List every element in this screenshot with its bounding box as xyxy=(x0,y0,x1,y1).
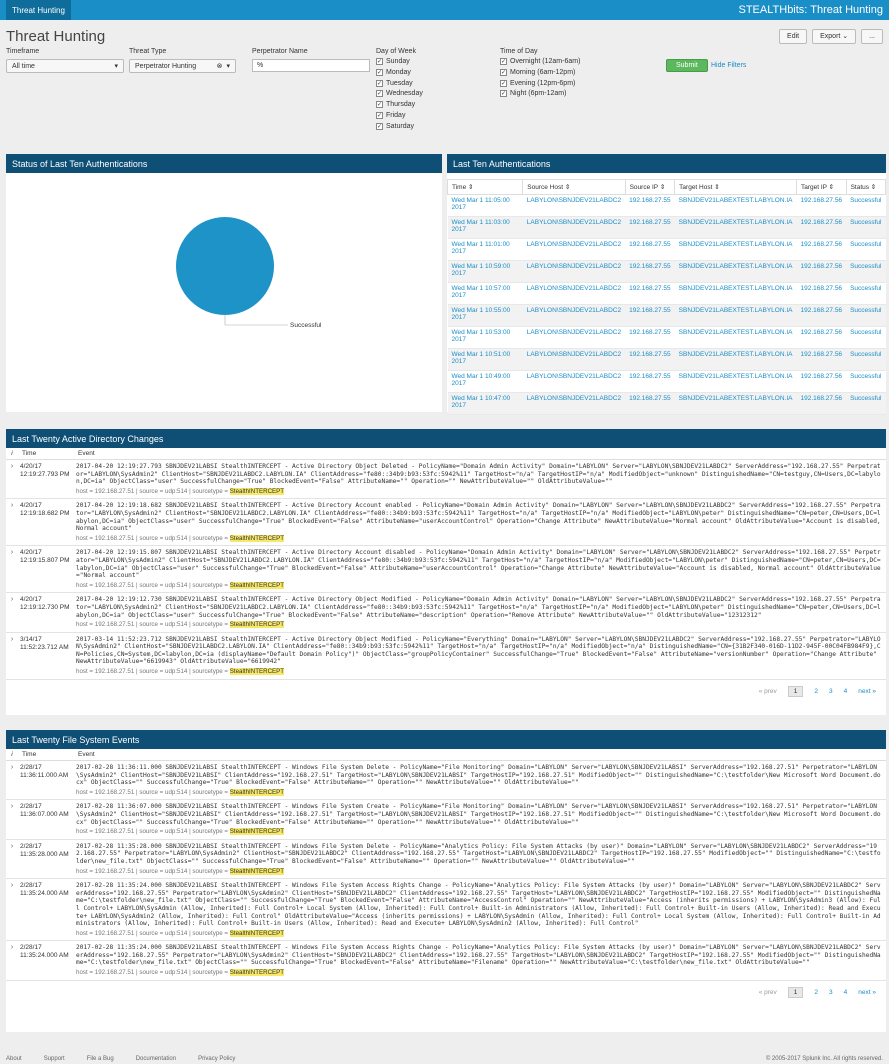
column-header-event: Event xyxy=(74,749,886,761)
pager-page-2[interactable]: 2 xyxy=(814,988,819,996)
footer-link-privacy-policy[interactable]: Privacy Policy xyxy=(198,1056,236,1062)
checkbox-sunday[interactable] xyxy=(376,58,410,65)
pager-page-1[interactable]: 1 xyxy=(788,987,804,998)
event-time: 4/20/17 12:19:18.682 PM xyxy=(18,499,74,546)
event-meta: host = 192.168.27.51 | source = udp:514 | sourcetype = StealthINTERCEPT xyxy=(76,668,285,676)
table-cell[interactable]: 192.168.27.56 xyxy=(796,217,846,239)
event-text xyxy=(74,800,886,839)
checkbox-label: Saturday xyxy=(386,122,415,130)
threat-type-value: Perpetrator Hunting xyxy=(135,62,197,70)
event-row xyxy=(6,761,886,800)
timeframe-dropdown[interactable] xyxy=(6,59,124,73)
host-field[interactable]: host = 192.168.27.51 xyxy=(76,828,135,836)
column-header-status[interactable]: Status ⇕ xyxy=(846,180,885,195)
event-text xyxy=(74,879,886,941)
checkbox-morning-6am-12pm-[interactable] xyxy=(500,69,575,76)
table-cell[interactable]: SBNJDEV21LABEXTEST.LABYLON.IA xyxy=(675,239,797,261)
table-cell[interactable]: SBNJDEV21LABEXTEST.LABYLON.IA xyxy=(675,283,797,305)
table-cell[interactable]: LABYLON\SBNJDEV21LABDC2 xyxy=(523,327,625,349)
table-cell[interactable]: LABYLON\SBNJDEV21LABDC2 xyxy=(523,283,625,305)
table-cell[interactable]: Successful xyxy=(846,327,885,349)
page-title: Threat Hunting xyxy=(6,27,106,45)
ad-panel-title: Last Twenty Active Directory Changes xyxy=(6,429,886,448)
status-panel-title: Status of Last Ten Authentications xyxy=(6,154,442,173)
table-row xyxy=(448,195,886,217)
checkbox-check-icon: ✓ xyxy=(377,91,383,98)
checkbox-thursday[interactable] xyxy=(376,101,415,108)
table-cell[interactable]: SBNJDEV21LABEXTEST.LABYLON.IA xyxy=(675,195,797,217)
table-cell[interactable]: Wed Mar 1 10:49:00 2017 xyxy=(448,371,523,393)
auth-table xyxy=(447,179,886,415)
table-cell[interactable]: Successful xyxy=(846,283,885,305)
sourcetype-value[interactable]: StealthINTERCEPT xyxy=(229,969,285,977)
sourcetype-value[interactable]: StealthINTERCEPT xyxy=(229,867,285,875)
event-raw-text: 2017-04-20 12:19:15.807 SBNJDEV21LABSI StealthINTERCEPT - Active Directory Account disabled - PolicyName="Domain Admin Activity" Domain="LABYLON" Server="LABYLON\SBNJDEV21LABDC2" ServerAddress="192.168.27.55" Perpetrator="LABYLON\SysAdmin2" ClientHost="SBNJDEV21LABDC2.LABYLON.IA" ClientAddress="fe80::34b9:b93:53fc:5942%11" TargetHost="n/a" TargetHostIP="n/a" ModifiedObject="LABYLON\peter" DistinguishedName="CN=peter,CN=Users,DC=labylon,DC=ia" ObjectClass="user" SuccessfulChange="True" BlockedEvent="False" AttributeName="userAccountControl" Operation="Change Attribute" NewAttributeValue="Account is disabled, Normal account" OldAttributeValue="Normal account" xyxy=(76,549,881,580)
column-header-target-host[interactable]: Target Host ⇕ xyxy=(675,180,797,195)
export-button[interactable]: Export ⌄ xyxy=(812,29,856,44)
event-meta: host = 192.168.27.51 | source = udp:514 | sourcetype = StealthINTERCEPT xyxy=(76,867,285,875)
table-cell[interactable]: Wed Mar 1 10:47:00 2017 xyxy=(448,393,523,415)
event-row xyxy=(6,800,886,839)
table-cell[interactable]: Successful xyxy=(846,261,885,283)
host-field[interactable]: host = 192.168.27.51 xyxy=(76,668,135,676)
pager-page-4[interactable]: 4 xyxy=(843,988,848,996)
checkbox-check-icon: ✓ xyxy=(501,80,507,87)
ad-pager xyxy=(6,680,886,703)
table-cell[interactable]: 192.168.27.56 xyxy=(796,239,846,261)
checkbox-wednesday[interactable] xyxy=(376,90,423,97)
table-row xyxy=(448,327,886,349)
event-text xyxy=(74,546,886,593)
sourcetype-field[interactable]: sourcetype = xyxy=(192,969,230,977)
table-cell[interactable]: SBNJDEV21LABEXTEST.LABYLON.IA xyxy=(675,371,797,393)
checkbox-label: Thursday xyxy=(386,101,416,109)
source-field[interactable]: source = udp:514 xyxy=(139,867,188,875)
table-cell[interactable]: 192.168.27.55 xyxy=(625,261,675,283)
checkbox-check-icon: ✓ xyxy=(377,59,383,65)
sourcetype-field[interactable]: sourcetype = xyxy=(192,867,230,875)
pager-next[interactable]: next » xyxy=(858,687,876,695)
checkbox-label: Friday xyxy=(386,112,406,119)
checkbox-label: Wednesday xyxy=(386,90,423,98)
checkbox-check-icon: ✓ xyxy=(377,69,383,76)
checkbox-friday[interactable] xyxy=(376,112,405,119)
threat-type-label: Threat Type xyxy=(129,48,167,55)
footer-link-file-a-bug[interactable]: File a Bug xyxy=(86,1056,114,1062)
table-row xyxy=(448,349,886,371)
table-cell[interactable]: Successful xyxy=(846,371,885,393)
threat-type-dropdown[interactable] xyxy=(129,59,236,73)
filters xyxy=(0,48,889,158)
footer-link-support[interactable]: Support xyxy=(43,1056,65,1062)
table-row xyxy=(448,239,886,261)
time-of-day-label: Time of Day xyxy=(500,48,538,55)
more-button[interactable]: ... xyxy=(861,29,883,44)
table-cell[interactable]: LABYLON\SBNJDEV21LABDC2 xyxy=(523,349,625,371)
host-field[interactable]: host = 192.168.27.51 xyxy=(76,581,135,589)
perpetrator-input[interactable]: % xyxy=(252,59,370,72)
pager-prev[interactable]: « prev xyxy=(758,988,777,996)
checkbox-label: Evening (12pm-6pm) xyxy=(510,79,576,87)
ad-events-table xyxy=(6,448,886,680)
footer xyxy=(0,1056,889,1064)
event-raw-text: 2017-02-28 11:36:07.000 SBNJDEV21LABSI StealthINTERCEPT - Windows File System Create - PolicyName="File Monitoring" Domain="LABYLON" Server="LABYLON\SBNJDEV21LABSI" ServerAddress="192.168.27.51" Perpetrator="LABYLON\SysAdmin2" ClientHost="SBNJDEV21LABSI" ClientAddress="192.168.27.51" TargetHost="LABYLON\SBNJDEV21LABSI" TargetHostIP="192.168.27.51" ModifiedObject="" DistinguishedName="C:\testfolder\New Microsoft Word Document.docx" ObjectClass="" SuccessfulChange="True" BlockedEvent="False" AttributeName="" Operation="" NewAttributeValue="" OldAttributeValue="" xyxy=(76,803,881,826)
sourcetype-field[interactable]: sourcetype = xyxy=(192,621,230,629)
event-row xyxy=(6,839,886,878)
checkbox-label: Night (6pm-12am) xyxy=(510,90,567,98)
submit-button[interactable]: Submit xyxy=(666,59,708,72)
table-cell[interactable]: 192.168.27.55 xyxy=(625,217,675,239)
event-meta: host = 192.168.27.51 | source = udp:514 | sourcetype = StealthINTERCEPT xyxy=(76,581,285,589)
checkbox-check-icon: ✓ xyxy=(377,123,383,130)
event-time: 2/28/17 11:35:24.000 AM xyxy=(18,879,74,941)
event-text xyxy=(74,761,886,800)
table-cell[interactable]: 192.168.27.55 xyxy=(625,305,675,327)
pie-label-successful: Successful xyxy=(290,322,322,329)
edit-button[interactable]: Edit xyxy=(779,29,807,44)
pager-prev[interactable]: « prev xyxy=(758,687,777,695)
day-of-week-label: Day of Week xyxy=(376,48,416,55)
event-time: 2/28/17 11:35:24.000 AM xyxy=(18,941,74,980)
checkbox-label: Tuesday xyxy=(386,79,413,87)
expand-arrow-icon[interactable]: › xyxy=(6,879,18,941)
expand-arrow-icon[interactable]: › xyxy=(6,761,18,800)
table-cell[interactable]: Wed Mar 1 11:01:00 2017 xyxy=(448,239,523,261)
table-cell[interactable]: 192.168.27.55 xyxy=(625,283,675,305)
toolbar xyxy=(779,29,883,44)
table-cell[interactable]: Successful xyxy=(846,349,885,371)
checkbox-label: Overnight (12am-6am) xyxy=(510,58,581,65)
table-cell[interactable]: Wed Mar 1 10:59:00 2017 xyxy=(448,261,523,283)
table-cell[interactable]: LABYLON\SBNJDEV21LABDC2 xyxy=(523,217,625,239)
event-text xyxy=(74,593,886,632)
table-row xyxy=(448,393,886,415)
event-meta: host = 192.168.27.51 | source = udp:514 | sourcetype = StealthINTERCEPT xyxy=(76,828,285,836)
table-cell[interactable]: Wed Mar 1 10:55:00 2017 xyxy=(448,305,523,327)
event-row xyxy=(6,941,886,980)
table-cell[interactable]: 192.168.27.55 xyxy=(625,393,675,415)
table-cell[interactable]: 192.168.27.56 xyxy=(796,371,846,393)
table-cell[interactable]: SBNJDEV21LABEXTEST.LABYLON.IA xyxy=(675,217,797,239)
event-time: 4/20/17 12:19:15.807 PM xyxy=(18,546,74,593)
sourcetype-field[interactable]: sourcetype = xyxy=(192,534,230,542)
info-column-header: i xyxy=(6,749,18,761)
checkbox-check-icon: ✓ xyxy=(501,69,507,76)
table-cell[interactable]: LABYLON\SBNJDEV21LABDC2 xyxy=(523,239,625,261)
sourcetype-field[interactable]: sourcetype = xyxy=(192,668,230,676)
table-cell[interactable]: 192.168.27.56 xyxy=(796,393,846,415)
source-field[interactable]: source = udp:514 xyxy=(139,969,188,977)
table-cell[interactable]: 192.168.27.56 xyxy=(796,305,846,327)
event-time: 2/28/17 11:35:28.000 AM xyxy=(18,839,74,878)
table-cell[interactable]: Successful xyxy=(846,305,885,327)
checkbox-label: Sunday xyxy=(386,58,410,65)
event-meta: host = 192.168.27.51 | source = udp:514 | sourcetype = StealthINTERCEPT xyxy=(76,534,285,542)
table-cell[interactable]: SBNJDEV21LABEXTEST.LABYLON.IA xyxy=(675,327,797,349)
table-cell[interactable]: SBNJDEV21LABEXTEST.LABYLON.IA xyxy=(675,349,797,371)
pager-next[interactable]: next » xyxy=(858,988,876,996)
table-cell[interactable]: SBNJDEV21LABEXTEST.LABYLON.IA xyxy=(675,393,797,415)
event-row xyxy=(6,460,886,499)
table-cell[interactable]: 192.168.27.55 xyxy=(625,195,675,217)
table-cell[interactable]: LABYLON\SBNJDEV21LABDC2 xyxy=(523,195,625,217)
column-header-event: Event xyxy=(74,448,886,460)
footer-copyright: © 2005-2017 Splunk Inc. All rights reserved. xyxy=(765,1056,883,1062)
table-cell[interactable]: 192.168.27.56 xyxy=(796,283,846,305)
fs-panel xyxy=(6,730,886,1032)
event-time: 3/14/17 11:52:23.712 AM xyxy=(18,632,74,679)
table-cell[interactable]: LABYLON\SBNJDEV21LABDC2 xyxy=(523,261,625,283)
fs-pager xyxy=(6,981,886,1004)
event-raw-text: 2017-04-20 12:19:12.730 SBNJDEV21LABSI StealthINTERCEPT - Active Directory Object Modified - PolicyName="Domain Admin Activity" Domain="LABYLON" Server="LABYLON\SBNJDEV21LABDC2" ServerAddress="192.168.27.55" Perpetrator="LABYLON\SysAdmin2" ClientHost="SBNJDEV21LABDC2.LABYLON.IA" ClientAddress="fe80::34b9:b93:53fc:5942%11" TargetHost="n/a" TargetHostIP="n/a" ModifiedObject="LABYLON\peter" DistinguishedName="CN=peter,CN=Users,DC=labylon,DC=ia" ObjectClass="user" SuccessfulChange="True" BlockedEvent="False" AttributeName="description" Operation="Remove Attribute" NewAttributeValue="" OldAttributeValue="12312312" xyxy=(76,596,881,619)
event-text xyxy=(74,460,886,499)
source-field[interactable]: source = udp:514 xyxy=(139,487,188,495)
source-field[interactable]: source = udp:514 xyxy=(139,788,188,796)
event-meta: host = 192.168.27.51 | source = udp:514 | sourcetype = StealthINTERCEPT xyxy=(76,621,285,629)
table-row xyxy=(448,305,886,327)
table-cell[interactable]: Wed Mar 1 10:51:00 2017 xyxy=(448,349,523,371)
timeframe-label: Timeframe xyxy=(6,48,40,55)
ad-panel xyxy=(6,429,886,715)
sourcetype-value[interactable]: StealthINTERCEPT xyxy=(229,929,285,937)
event-text xyxy=(74,941,886,980)
sourcetype-value[interactable]: StealthINTERCEPT xyxy=(229,487,285,495)
source-field[interactable]: source = udp:514 xyxy=(139,828,188,836)
checkbox-label: Morning (6am-12pm) xyxy=(510,68,576,76)
sourcetype-field[interactable]: sourcetype = xyxy=(192,828,230,836)
checkbox-monday[interactable] xyxy=(376,69,411,76)
sourcetype-field[interactable]: sourcetype = xyxy=(192,581,230,589)
checkbox-check-icon: ✓ xyxy=(501,59,507,65)
sourcetype-value[interactable]: StealthINTERCEPT xyxy=(229,621,285,629)
event-row xyxy=(6,546,886,593)
pager-page-2[interactable]: 2 xyxy=(814,687,819,695)
sourcetype-value[interactable]: StealthINTERCEPT xyxy=(229,581,285,589)
sourcetype-field[interactable]: sourcetype = xyxy=(192,487,230,495)
table-cell[interactable]: 192.168.27.55 xyxy=(625,349,675,371)
source-field[interactable]: source = udp:514 xyxy=(139,534,188,542)
auth-panel xyxy=(447,154,886,412)
host-field[interactable]: host = 192.168.27.51 xyxy=(76,487,135,495)
column-header-time[interactable]: Time ⇕ xyxy=(448,180,523,195)
event-row xyxy=(6,593,886,632)
sourcetype-value[interactable]: StealthINTERCEPT xyxy=(229,828,285,836)
event-raw-text: 2017-03-14 11:52:23.712 SBNJDEV21LABSI StealthINTERCEPT - Active Directory Object Modified - PolicyName="Everything" Domain="LABYLON" Server="LABYLON\SBNJDEV21LABDC2" ServerAddress="192.168.27.55" Perpetrator="LABYLON\SysAdmin2" ClientHost="SBNJDEV21LABDC2.LABYLON.IA" ClientAddress="fe80::34b9:b93:53fc:5942%11" TargetHost="n/a" TargetHostIP="n/a" ModifiedObject="n/a" DistinguishedName="CN={31B2F340-016D-11D2-945F-00C04FB984F9},CN=Policies,CN=System,DC=labylon,DC=ia (displayName="Default Domain Policy")" ObjectClass="groupPolicyContainer" SuccessfulChange="True" BlockedEvent="False" AttributeName="versionNumber" Operation="Change Attribute" NewAttributeValue="6619943" OldAttributeValue="6619942" xyxy=(76,635,881,666)
event-meta: host = 192.168.27.51 | source = udp:514 | sourcetype = StealthINTERCEPT xyxy=(76,929,285,937)
expand-arrow-icon[interactable]: › xyxy=(6,593,18,632)
expand-arrow-icon[interactable]: › xyxy=(6,839,18,878)
column-header-target-ip[interactable]: Target IP ⇕ xyxy=(796,180,846,195)
table-cell[interactable]: Wed Mar 1 10:53:00 2017 xyxy=(448,327,523,349)
table-cell[interactable]: Successful xyxy=(846,217,885,239)
host-field[interactable]: host = 192.168.27.51 xyxy=(76,969,135,977)
table-cell[interactable]: Successful xyxy=(846,195,885,217)
table-cell[interactable]: SBNJDEV21LABEXTEST.LABYLON.IA xyxy=(675,305,797,327)
expand-arrow-icon[interactable]: › xyxy=(6,632,18,679)
chevron-down-icon: ▾ xyxy=(114,63,118,70)
chevron-down-icon: ▾ xyxy=(226,63,230,70)
expand-arrow-icon[interactable]: › xyxy=(6,546,18,593)
checkbox-check-icon: ✓ xyxy=(377,80,383,87)
table-row xyxy=(448,283,886,305)
event-row xyxy=(6,879,886,941)
table-cell[interactable]: Wed Mar 1 11:03:00 2017 xyxy=(448,217,523,239)
pager-page-1[interactable]: 1 xyxy=(788,686,804,697)
event-row xyxy=(6,499,886,546)
table-cell[interactable]: 192.168.27.55 xyxy=(625,371,675,393)
sourcetype-value[interactable]: StealthINTERCEPT xyxy=(229,668,285,676)
host-field[interactable]: host = 192.168.27.51 xyxy=(76,788,135,796)
event-raw-text: 2017-02-28 11:35:24.000 SBNJDEV21LABSI StealthINTERCEPT - Windows File System Access Rights Change - PolicyName="Analytics Policy: File System Attacks (by user)" Domain="LABYLON" Server="LABYLON\SBNJDEV21LABDC2" ServerAddress="192.168.27.55" Perpetrator="LABYLON\SysAdmin2" ClientHost="SBNJDEV21LABDC2" ClientAddress="192.168.27.55" TargetHost="LABYLON\SBNJDEV21LABDC2" TargetHostIP="192.168.27.55" ModifiedObject="" DistinguishedName="C:\testfolder\new_file.txt" ObjectClass="" SuccessfulChange="True" BlockedEvent="False" AttributeName="AccessControl" Operation="" NewAttributeValue="Access (inherits permissions) + LABYLON\SysAdmin3 (Allow): Full Control+ LABYLON\SysAdmin (Allow, Inherited): Full Control+ Local System (Allow, Inherited): Full Control+ Built-in Administrators (Allow, Inherited): Full Control+ Built-in Users (Allow, Inherited): Read and Execute+ LABYLON\SysAdmin2 (Allow, Inherited): Full Control" OldAttributeValue="Access (inherits permissions) + LABYLON\SysAdmin (Allow, Inherited): Full Control+ Local System (Allow, Inherited): Full Control+ Built-in Administrators (Allow, Inherited): Full Control+ Built-in Users (Allow, Inherited): Read and Execute+ LABYLON\SysAdmin2 (Allow, Inherited): Full Control" xyxy=(76,882,881,928)
title-row xyxy=(0,20,889,48)
table-cell[interactable]: SBNJDEV21LABEXTEST.LABYLON.IA xyxy=(675,261,797,283)
perpetrator-label: Perpetrator Name xyxy=(252,48,308,55)
hide-filters-link[interactable]: Hide Filters xyxy=(711,62,747,69)
checkbox-overnight-12am-6am-[interactable] xyxy=(500,58,580,65)
column-header-time: Time xyxy=(18,749,74,761)
table-cell[interactable]: Successful xyxy=(846,393,885,415)
checkbox-evening-12pm-6pm-[interactable] xyxy=(500,80,575,87)
table-cell[interactable]: 192.168.27.55 xyxy=(625,327,675,349)
checkbox-check-icon: ✓ xyxy=(501,91,507,98)
event-meta: host = 192.168.27.51 | source = udp:514 | sourcetype = StealthINTERCEPT xyxy=(76,788,285,796)
event-time: 2/28/17 11:36:07.000 AM xyxy=(18,800,74,839)
expand-arrow-icon[interactable]: › xyxy=(6,460,18,499)
sourcetype-value[interactable]: StealthINTERCEPT xyxy=(229,534,285,542)
event-row xyxy=(6,632,886,679)
table-cell[interactable]: LABYLON\SBNJDEV21LABDC2 xyxy=(523,393,625,415)
table-cell[interactable]: 192.168.27.56 xyxy=(796,349,846,371)
event-meta: host = 192.168.27.51 | source = udp:514 | sourcetype = StealthINTERCEPT xyxy=(76,487,285,495)
fs-panel-title: Last Twenty File System Events xyxy=(6,730,886,749)
checkbox-check-icon: ✓ xyxy=(377,113,383,119)
event-time: 4/20/17 12:19:27.793 PM xyxy=(18,460,74,499)
column-header-source-host[interactable]: Source Host ⇕ xyxy=(523,180,625,195)
table-cell[interactable]: 192.168.27.56 xyxy=(796,261,846,283)
sourcetype-value[interactable]: StealthINTERCEPT xyxy=(229,788,285,796)
event-raw-text: 2017-02-28 11:35:24.000 SBNJDEV21LABSI StealthINTERCEPT - Windows File System Access Rights Change - PolicyName="Analytics Policy: File System Attacks (by user)" Domain="LABYLON" Server="LABYLON\SBNJDEV21LABDC2" ServerAddress="192.168.27.55" Perpetrator="LABYLON\SysAdmin2" ClientHost="SBNJDEV21LABDC2" ClientAddress="192.168.27.55" TargetHost="LABYLON\SBNJDEV21LABDC2" TargetHostIP="192.168.27.55" ModifiedObject="" DistinguishedName="C:\testfolder\new_file.txt" ObjectClass="" SuccessfulChange="True" BlockedEvent="False" AttributeName="Filename" Operation="" NewAttributeValue="C:\testfolder\new_file.txt" OldAttributeValue="" xyxy=(76,944,881,967)
table-cell[interactable]: LABYLON\SBNJDEV21LABDC2 xyxy=(523,305,625,327)
footer-link-documentation[interactable]: Documentation xyxy=(135,1056,177,1062)
source-field[interactable]: source = udp:514 xyxy=(139,581,188,589)
brand-title: STEALTHbits: Threat Hunting xyxy=(738,4,883,16)
column-header-source-ip[interactable]: Source IP ⇕ xyxy=(625,180,675,195)
checkbox-tuesday[interactable] xyxy=(376,80,413,87)
event-raw-text: 2017-02-28 11:35:28.000 SBNJDEV21LABSI StealthINTERCEPT - Windows File System Delete - PolicyName="Analytics Policy: File System Attacks (by user)" Domain="LABYLON" Server="LABYLON\SBNJDEV21LABDC2" ServerAddress="192.168.27.55" Perpetrator="LABYLON\SysAdmin2" ClientHost="SBNJDEV21LABDC2" ClientAddress="192.168.27.55" TargetHost="LABYLON\SBNJDEV21LABDC2" TargetHostIP="192.168.27.55" ModifiedObject="" DistinguishedName="C:\testfolder\new_file.txt" ObjectClass="" SuccessfulChange="True" BlockedEvent="False" AttributeName="" Operation="" NewAttributeValue="" OldAttributeValue="" xyxy=(76,842,881,865)
expand-arrow-icon[interactable]: › xyxy=(6,800,18,839)
auth-panel-title: Last Ten Authentications xyxy=(447,154,886,173)
event-raw-text: 2017-04-20 12:19:18.682 SBNJDEV21LABSI StealthINTERCEPT - Active Directory Account enabled - PolicyName="Domain Admin Activity" Domain="LABYLON" Server="LABYLON\SBNJDEV21LABDC2" ServerAddress="192.168.27.55" Perpetrator="LABYLON\SysAdmin2" ClientHost="SBNJDEV21LABDC2.LABYLON.IA" ClientAddress="fe80::34b9:b93:53fc:5942%11" TargetHost="n/a" TargetHostIP="n/a" ModifiedObject="LABYLON\peter" DistinguishedName="CN=peter,CN=Users,DC=labylon,DC=ia" ObjectClass="user" SuccessfulChange="True" BlockedEvent="False" AttributeName="userAccountControl" Operation="Change Attribute" NewAttributeValue="Normal account" OldAttributeValue="Account is disabled, Normal account" xyxy=(76,502,881,533)
sourcetype-field[interactable]: sourcetype = xyxy=(192,929,230,937)
fs-events-table xyxy=(6,749,886,981)
expand-arrow-icon[interactable]: › xyxy=(6,499,18,546)
sourcetype-field[interactable]: sourcetype = xyxy=(192,788,230,796)
event-raw-text: 2017-04-20 12:19:27.793 SBNJDEV21LABSI StealthINTERCEPT - Active Directory Object Deleted - PolicyName="Domain Admin Activity" Domain="LABYLON" Server="LABYLON\SBNJDEV21LABDC2" ServerAddress="192.168.27.55" Perpetrator="LABYLON\SysAdmin2" ClientHost="SBNJDEV21LABDC2.LABYLON.IA" ClientAddress="fe80::34b9:b93:53fc:5942%11" TargetHost="n/a" TargetHostIP="n/a" ModifiedObject="unknown" DistinguishedName="CN=testguy,CN=Users,DC=labylon,DC=ia" ObjectClass="user" SuccessfulChange="True" BlockedEvent="False" AttributeName="" Operation="" NewAttributeValue="" OldAttributeValue="" xyxy=(76,463,881,486)
event-text xyxy=(74,839,886,878)
checkbox-saturday[interactable] xyxy=(376,123,414,130)
source-field[interactable]: source = udp:514 xyxy=(139,621,188,629)
expand-arrow-icon[interactable]: › xyxy=(6,941,18,980)
host-field[interactable]: host = 192.168.27.51 xyxy=(76,867,135,875)
event-time: 4/20/17 12:19:12.730 PM xyxy=(18,593,74,632)
event-meta: host = 192.168.27.51 | source = udp:514 | sourcetype = StealthINTERCEPT xyxy=(76,969,285,977)
event-text xyxy=(74,499,886,546)
info-column-header: i xyxy=(6,448,18,460)
host-field[interactable]: host = 192.168.27.51 xyxy=(76,929,135,937)
event-time: 2/28/17 11:36:11.000 AM xyxy=(18,761,74,800)
pager-page-4[interactable]: 4 xyxy=(843,687,848,695)
pager-page-3[interactable]: 3 xyxy=(829,687,833,695)
checkbox-night-6pm-12am-[interactable] xyxy=(500,90,566,97)
timeframe-value: All time xyxy=(12,62,35,70)
checkbox-check-icon: ✓ xyxy=(377,102,383,109)
pie-slice-successful[interactable] xyxy=(176,217,274,315)
event-raw-text: 2017-02-28 11:36:11.000 SBNJDEV21LABSI StealthINTERCEPT - Windows File System Delete - PolicyName="File Monitoring" Domain="LABYLON" Server="LABYLON\SBNJDEV21LABSI" ServerAddress="192.168.27.51" Perpetrator="LABYLON\SysAdmin2" ClientHost="SBNJDEV21LABSI" ClientAddress="192.168.27.51" TargetHost="LABYLON\SBNJDEV21LABSI" TargetHostIP="192.168.27.51" ModifiedObject="" DistinguishedName="C:\testfolder\New Microsoft Word Document.docx" ObjectClass="" SuccessfulChange="True" BlockedEvent="False" AttributeName="" Operation="" NewAttributeValue="" OldAttributeValue="" xyxy=(76,764,881,787)
table-cell[interactable]: Wed Mar 1 10:57:00 2017 xyxy=(448,283,523,305)
clear-icon[interactable]: ⊗ xyxy=(216,63,223,70)
source-field[interactable]: source = udp:514 xyxy=(139,668,188,676)
checkbox-label: Monday xyxy=(386,68,411,76)
table-row xyxy=(448,217,886,239)
pager-page-3[interactable]: 3 xyxy=(829,988,833,996)
table-row xyxy=(448,261,886,283)
app-menu-threat-hunting[interactable]: Threat Hunting xyxy=(6,0,71,20)
table-row xyxy=(448,371,886,393)
table-cell[interactable]: 192.168.27.56 xyxy=(796,195,846,217)
table-cell[interactable]: 192.168.27.56 xyxy=(796,327,846,349)
footer-link-about[interactable]: About xyxy=(6,1056,22,1062)
top-bar xyxy=(0,0,889,20)
event-text xyxy=(74,632,886,679)
table-cell[interactable]: Wed Mar 1 11:05:00 2017 xyxy=(448,195,523,217)
host-field[interactable]: host = 192.168.27.51 xyxy=(76,534,135,542)
table-cell[interactable]: Successful xyxy=(846,239,885,261)
table-cell[interactable]: 192.168.27.55 xyxy=(625,239,675,261)
pie-chart xyxy=(6,173,442,412)
host-field[interactable]: host = 192.168.27.51 xyxy=(76,621,135,629)
source-field[interactable]: source = udp:514 xyxy=(139,929,188,937)
table-cell[interactable]: LABYLON\SBNJDEV21LABDC2 xyxy=(523,371,625,393)
column-header-time: Time xyxy=(18,448,74,460)
status-panel xyxy=(6,154,442,412)
